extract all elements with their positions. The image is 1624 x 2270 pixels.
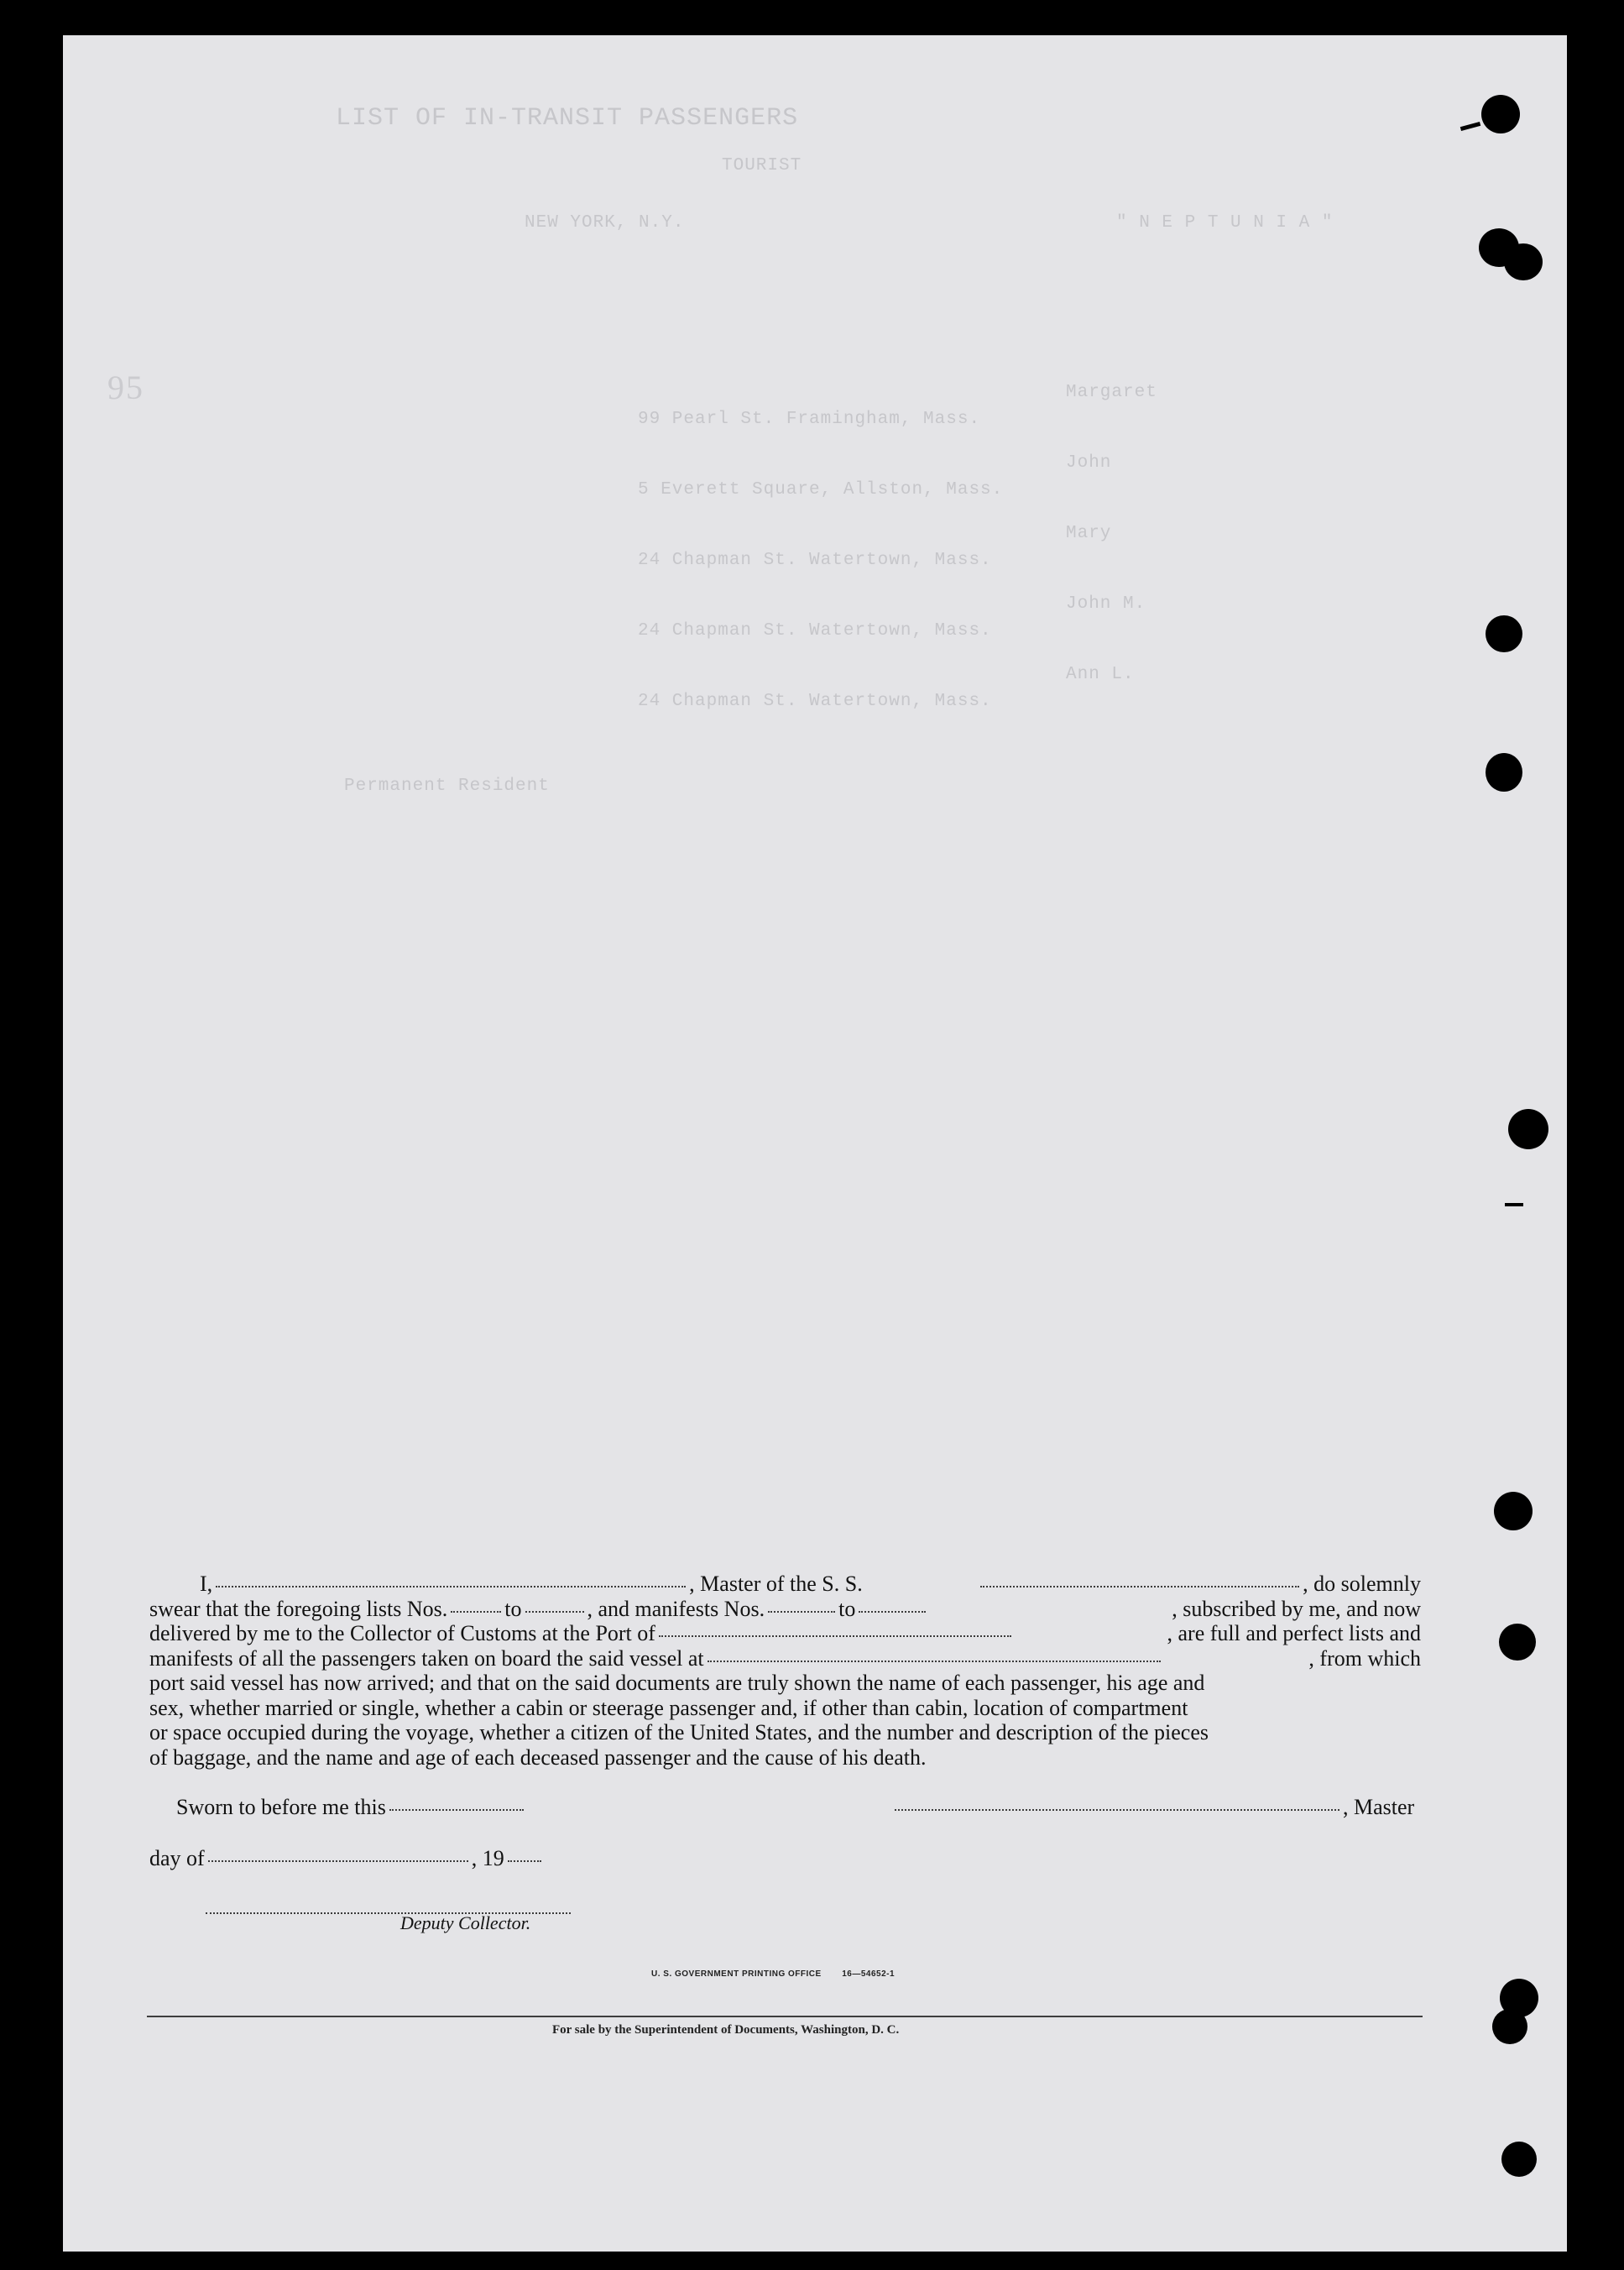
ghost-header: NEW YORK, N.Y. [525,213,685,233]
punch-hole [1504,243,1543,280]
manifest-from-field[interactable] [768,1611,835,1613]
form-number: 16—54652-1 [842,1969,896,1979]
oath-text: of baggage, and the name and age of each deceased passenger and the cause of his death. [149,1744,927,1770]
deputy-collector-label: Deputy Collector. [400,1912,531,1933]
ghost-page-number: 95 [107,369,144,406]
oath-line [149,1646,1421,1671]
oath-line [149,1597,1421,1622]
oath-line [149,1572,1421,1597]
ghost-row: 24 Chapman St. Watertown, Mass. [638,692,992,711]
oath-text: port said vessel has now arrived; and that on the said documents are truly shown the name of each passenger, his age and [149,1671,1205,1695]
ghost-row: 99 Pearl St. Framingham, Mass. [638,410,981,429]
ghost-row: John M. [1066,594,1146,614]
oath-line [149,1720,1421,1745]
manifest-page [63,35,1567,2252]
punch-hole [1492,2009,1527,2044]
oath-text: , are full and perfect lists and [1167,1621,1421,1645]
embarkation-port-field[interactable] [708,1661,1161,1662]
master-signature-line [891,1795,1414,1820]
ghost-header: TOURIST [722,156,802,175]
ghost-row: John [1066,453,1112,473]
oath-line [149,1621,1421,1646]
list-from-field[interactable] [451,1611,501,1613]
oath-text: , and manifests Nos. [587,1596,765,1621]
oath-line [149,1671,1421,1696]
oath-text: , from which [1308,1645,1421,1671]
ghost-row: 24 Chapman St. Watertown, Mass. [638,621,992,641]
sale-notice: For sale by the Superintendent of Documents, Washington, D. C. [552,2023,900,2037]
year-field[interactable] [508,1860,541,1862]
oath-text: , do solemnly [1303,1572,1421,1596]
sworn-label: Sworn to before me this [176,1795,386,1819]
master-name-field[interactable] [216,1586,686,1587]
punch-hole [1508,1109,1548,1149]
gpo-text: U. S. GOVERNMENT PRINTING OFFICE [651,1969,822,1979]
day-of-line [149,1846,545,1871]
punch-hole [1486,615,1522,652]
ship-name-field[interactable] [980,1586,1299,1587]
ghost-row: Ann L. [1066,665,1135,684]
port-field[interactable] [659,1635,1011,1637]
list-to-field[interactable] [525,1611,584,1613]
footer-rule [147,2016,1423,2017]
oath-text: sex, whether married or single, whether a cabin or steerage passenger and, if other than cabin, location of compartment [149,1695,1188,1720]
ghost-row: Margaret [1066,383,1157,402]
year-label: , 19 [471,1846,504,1870]
oath-text: swear that the foregoing lists Nos. [149,1596,448,1621]
ghost-row: Mary [1066,524,1112,543]
master-label: , Master [1343,1795,1415,1819]
oath-text: to [838,1596,856,1621]
sworn-line [176,1795,527,1820]
gpo-imprint [651,1969,895,1979]
punch-hole [1499,1624,1536,1661]
manifest-to-field[interactable] [859,1611,926,1613]
oath-text: to [504,1596,522,1621]
oath-line [149,1696,1421,1721]
punch-mark [1505,1203,1523,1206]
punch-hole [1481,95,1520,133]
punch-hole [1486,753,1522,792]
ghost-footer: Permanent Resident [344,777,550,796]
ghost-row: 24 Chapman St. Watertown, Mass. [638,551,992,570]
oath-paragraph [149,1572,1421,1770]
ghost-row: 5 Everett Square, Allston, Mass. [638,480,1004,500]
oath-text: or space occupied during the voyage, whether a citizen of the United States, and the number and description of the pieces [149,1720,1209,1744]
oath-line [149,1745,1421,1770]
punch-hole [1501,2142,1537,2177]
oath-text: , subscribed by me, and now [1172,1596,1421,1621]
master-signature-field[interactable] [895,1809,1339,1811]
ghost-header: LIST OF IN-TRANSIT PASSENGERS [336,104,799,133]
month-field[interactable] [208,1860,468,1862]
punch-hole [1494,1492,1533,1530]
day-of-label: day of [149,1846,205,1870]
sworn-day-field[interactable] [389,1809,524,1811]
oath-text: delivered by me to the Collector of Customs at the Port of [149,1621,655,1645]
oath-text: , Master of the S. S. [689,1572,863,1596]
oath-text: manifests of all the passengers taken on board the said vessel at [149,1645,704,1671]
oath-text: I, [200,1572,213,1596]
ghost-ship-name: " N E P T U N I A " [1116,213,1334,233]
